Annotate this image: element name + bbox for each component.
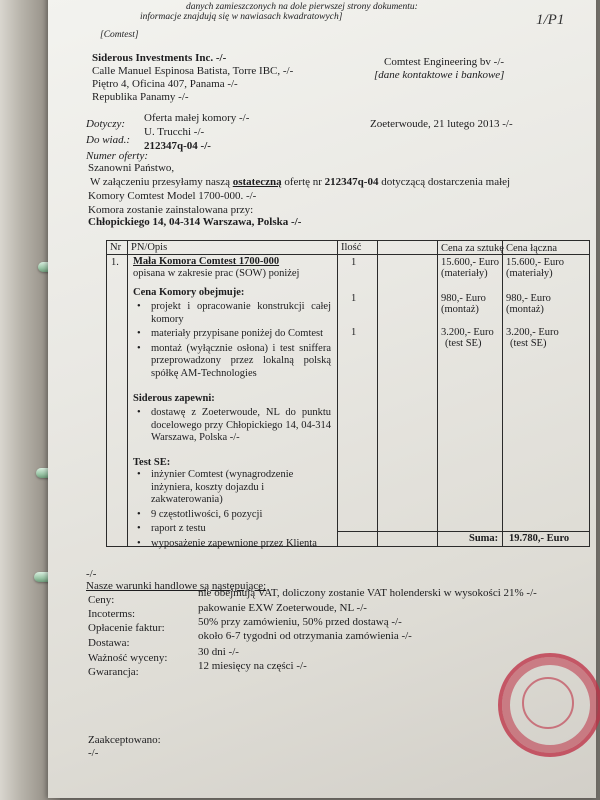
total-note-2: (montaż) <box>506 304 544 315</box>
sender-details: [dane kontaktowe i bankowe] <box>374 69 505 81</box>
salutation: Szanowni Państwo, <box>88 162 175 174</box>
list-item: • materiały przypisane poniżej do Comtest <box>133 328 331 341</box>
term-label-validity: Ważność wyceny: <box>88 652 168 664</box>
top-note-2: informacje znajdują się w nawiasach kwadratowych] <box>140 12 343 22</box>
place-date: Zoeterwoude, 21 lutego 2013 -/- <box>370 118 513 130</box>
unit-note-2: (montaż) <box>441 304 479 315</box>
subject-value: Oferta małej komory -/- <box>144 112 250 124</box>
accepted-dash: -/- <box>88 747 99 759</box>
test-list <box>133 469 333 552</box>
subject-label: Dotyczy: <box>86 118 126 130</box>
qty-3: 1 <box>351 327 357 338</box>
total-price-3: 3.200,- Euro <box>506 327 559 338</box>
seal-stamp <box>498 653 600 757</box>
sender-company: Comtest Engineering bv -/- <box>384 56 505 68</box>
term-value-incoterms: pakowanie EXW Zoeterwoude, NL -/- <box>198 602 367 614</box>
terms-heading: Nasze warunki handlowe są następujące: <box>86 580 267 592</box>
item-subtitle: opisana w zakresie prac (SOW) poniżej <box>133 268 300 279</box>
qty-2: 1 <box>351 293 357 304</box>
item-title: Mała Komora Comtest 1700-000 <box>133 256 280 267</box>
intro-offer-number: 212347q-04 <box>324 176 379 188</box>
sum-label: Suma: <box>469 533 499 544</box>
test-heading: Test SE: <box>133 457 171 468</box>
list-item: • dostawę z Zoeterwoude, NL do punktu docelowego przy Chłopickiego 14, 04-314 Warszawa, Polska -/- <box>133 407 331 445</box>
attn-label: Do wiad.: <box>86 134 130 146</box>
list-item: • montaż (wyłącznie osłona) i test sniffera przeprowadzony przez lokalną polską spółkę AM-Technologies <box>133 343 331 381</box>
intro-final: ostateczną <box>232 176 282 188</box>
unit-price-2: 980,- Euro <box>441 293 486 304</box>
handwritten-mark: 1/P1 <box>536 12 565 28</box>
header-total-price: Cena łączna <box>506 243 558 254</box>
term-label-incoterms: Incoterms: <box>88 608 136 620</box>
siderous-list <box>133 407 331 447</box>
siderous-heading: Siderous zapewni: <box>133 393 215 404</box>
term-label-warranty: Gwarancja: <box>88 666 139 678</box>
unit-price-3: 3.200,- Euro <box>441 327 494 338</box>
intro-paragraph <box>90 176 510 189</box>
total-note-1: (materiały) <box>506 268 553 279</box>
offer-number-label: Numer oferty: <box>86 150 149 162</box>
intro-text-a: W załączeniu przesyłamy naszą <box>90 176 230 188</box>
addressee-line2: Piętro 4, Oficina 407, Panama -/- <box>92 78 238 90</box>
addressee-line3: Republika Panamy -/- <box>92 91 189 103</box>
attn-value: U. Trucchi -/- <box>144 126 205 138</box>
addressee-company: Siderous Investments Inc. -/- <box>92 52 227 64</box>
unit-note-3: (test SE) <box>445 338 482 349</box>
header-unit-price: Cena za sztukę <box>441 243 504 254</box>
addressee-line1: Calle Manuel Espinosa Batista, Torre IBC, -/- <box>92 65 294 77</box>
install-line: Komora zostanie zainstalowana przy: <box>88 204 254 216</box>
list-item: • wyposażenie zapewnione przez Klienta <box>133 538 333 551</box>
sum-value: 19.780,- Euro <box>509 533 570 544</box>
terms-dash: -/- <box>86 568 97 580</box>
total-price-2: 980,- Euro <box>506 293 551 304</box>
term-label-invoices: Opłacenie faktur: <box>88 622 165 634</box>
list-item: • projekt i opracowanie konstrukcji całej komory <box>133 301 331 326</box>
total-note-3: (test SE) <box>510 338 547 349</box>
install-address: Chłopickiego 14, 04-314 Warszawa, Polska -/- <box>88 216 302 228</box>
list-item: • inżynier Comtest (wynagrodzenie inżyniera, koszty dojazdu i zakwaterowania) <box>133 469 333 507</box>
term-value-delivery: około 6-7 tygodni od otrzymania zamówienia -/- <box>198 630 412 642</box>
term-label-delivery: Dostawa: <box>88 637 130 649</box>
unit-note-1: (materiały) <box>441 268 488 279</box>
qty-1: 1 <box>351 257 357 268</box>
model-line: Komory Comtest Model 1700-000. -/- <box>88 190 257 202</box>
header-no: Nr <box>110 242 122 253</box>
list-item: • raport z testu <box>133 523 333 536</box>
term-value-prices: nie obejmują VAT, doliczony zostanie VAT holenderski w wysokości 21% -/- <box>198 587 537 599</box>
header-pn: PN/Opis <box>131 242 168 253</box>
seal-inner-ring <box>522 677 574 729</box>
includes-heading: Cena Komory obejmuje: <box>133 287 245 298</box>
term-value-validity: 30 dni -/- <box>198 646 239 658</box>
intro-text-b: ofertę nr <box>284 176 322 188</box>
term-value-warranty: 12 miesięcy na części -/- <box>198 660 307 672</box>
intro-text-c: dotyczącą dostarczenia małej <box>381 176 511 188</box>
term-label-prices: Ceny: <box>88 594 115 606</box>
bracket-comtest: [Comtest] <box>100 30 139 40</box>
offer-number-value: 212347q-04 -/- <box>144 140 211 152</box>
unit-price-1: 15.600,- Euro <box>441 257 500 268</box>
row-number: 1. <box>111 257 119 268</box>
top-note: danych zamieszczonych na dole pierwszej strony dokumentu: <box>186 2 418 12</box>
list-item: • 9 częstotliwości, 6 pozycji <box>133 509 333 522</box>
includes-list <box>133 301 331 382</box>
accepted-label: Zaakceptowano: <box>88 734 161 746</box>
offer-table <box>106 240 590 547</box>
total-price-1: 15.600,- Euro <box>506 257 565 268</box>
header-qty: Ilość <box>341 242 362 253</box>
term-value-invoices: 50% przy zamówieniu, 50% przed dostawą -/- <box>198 616 402 628</box>
